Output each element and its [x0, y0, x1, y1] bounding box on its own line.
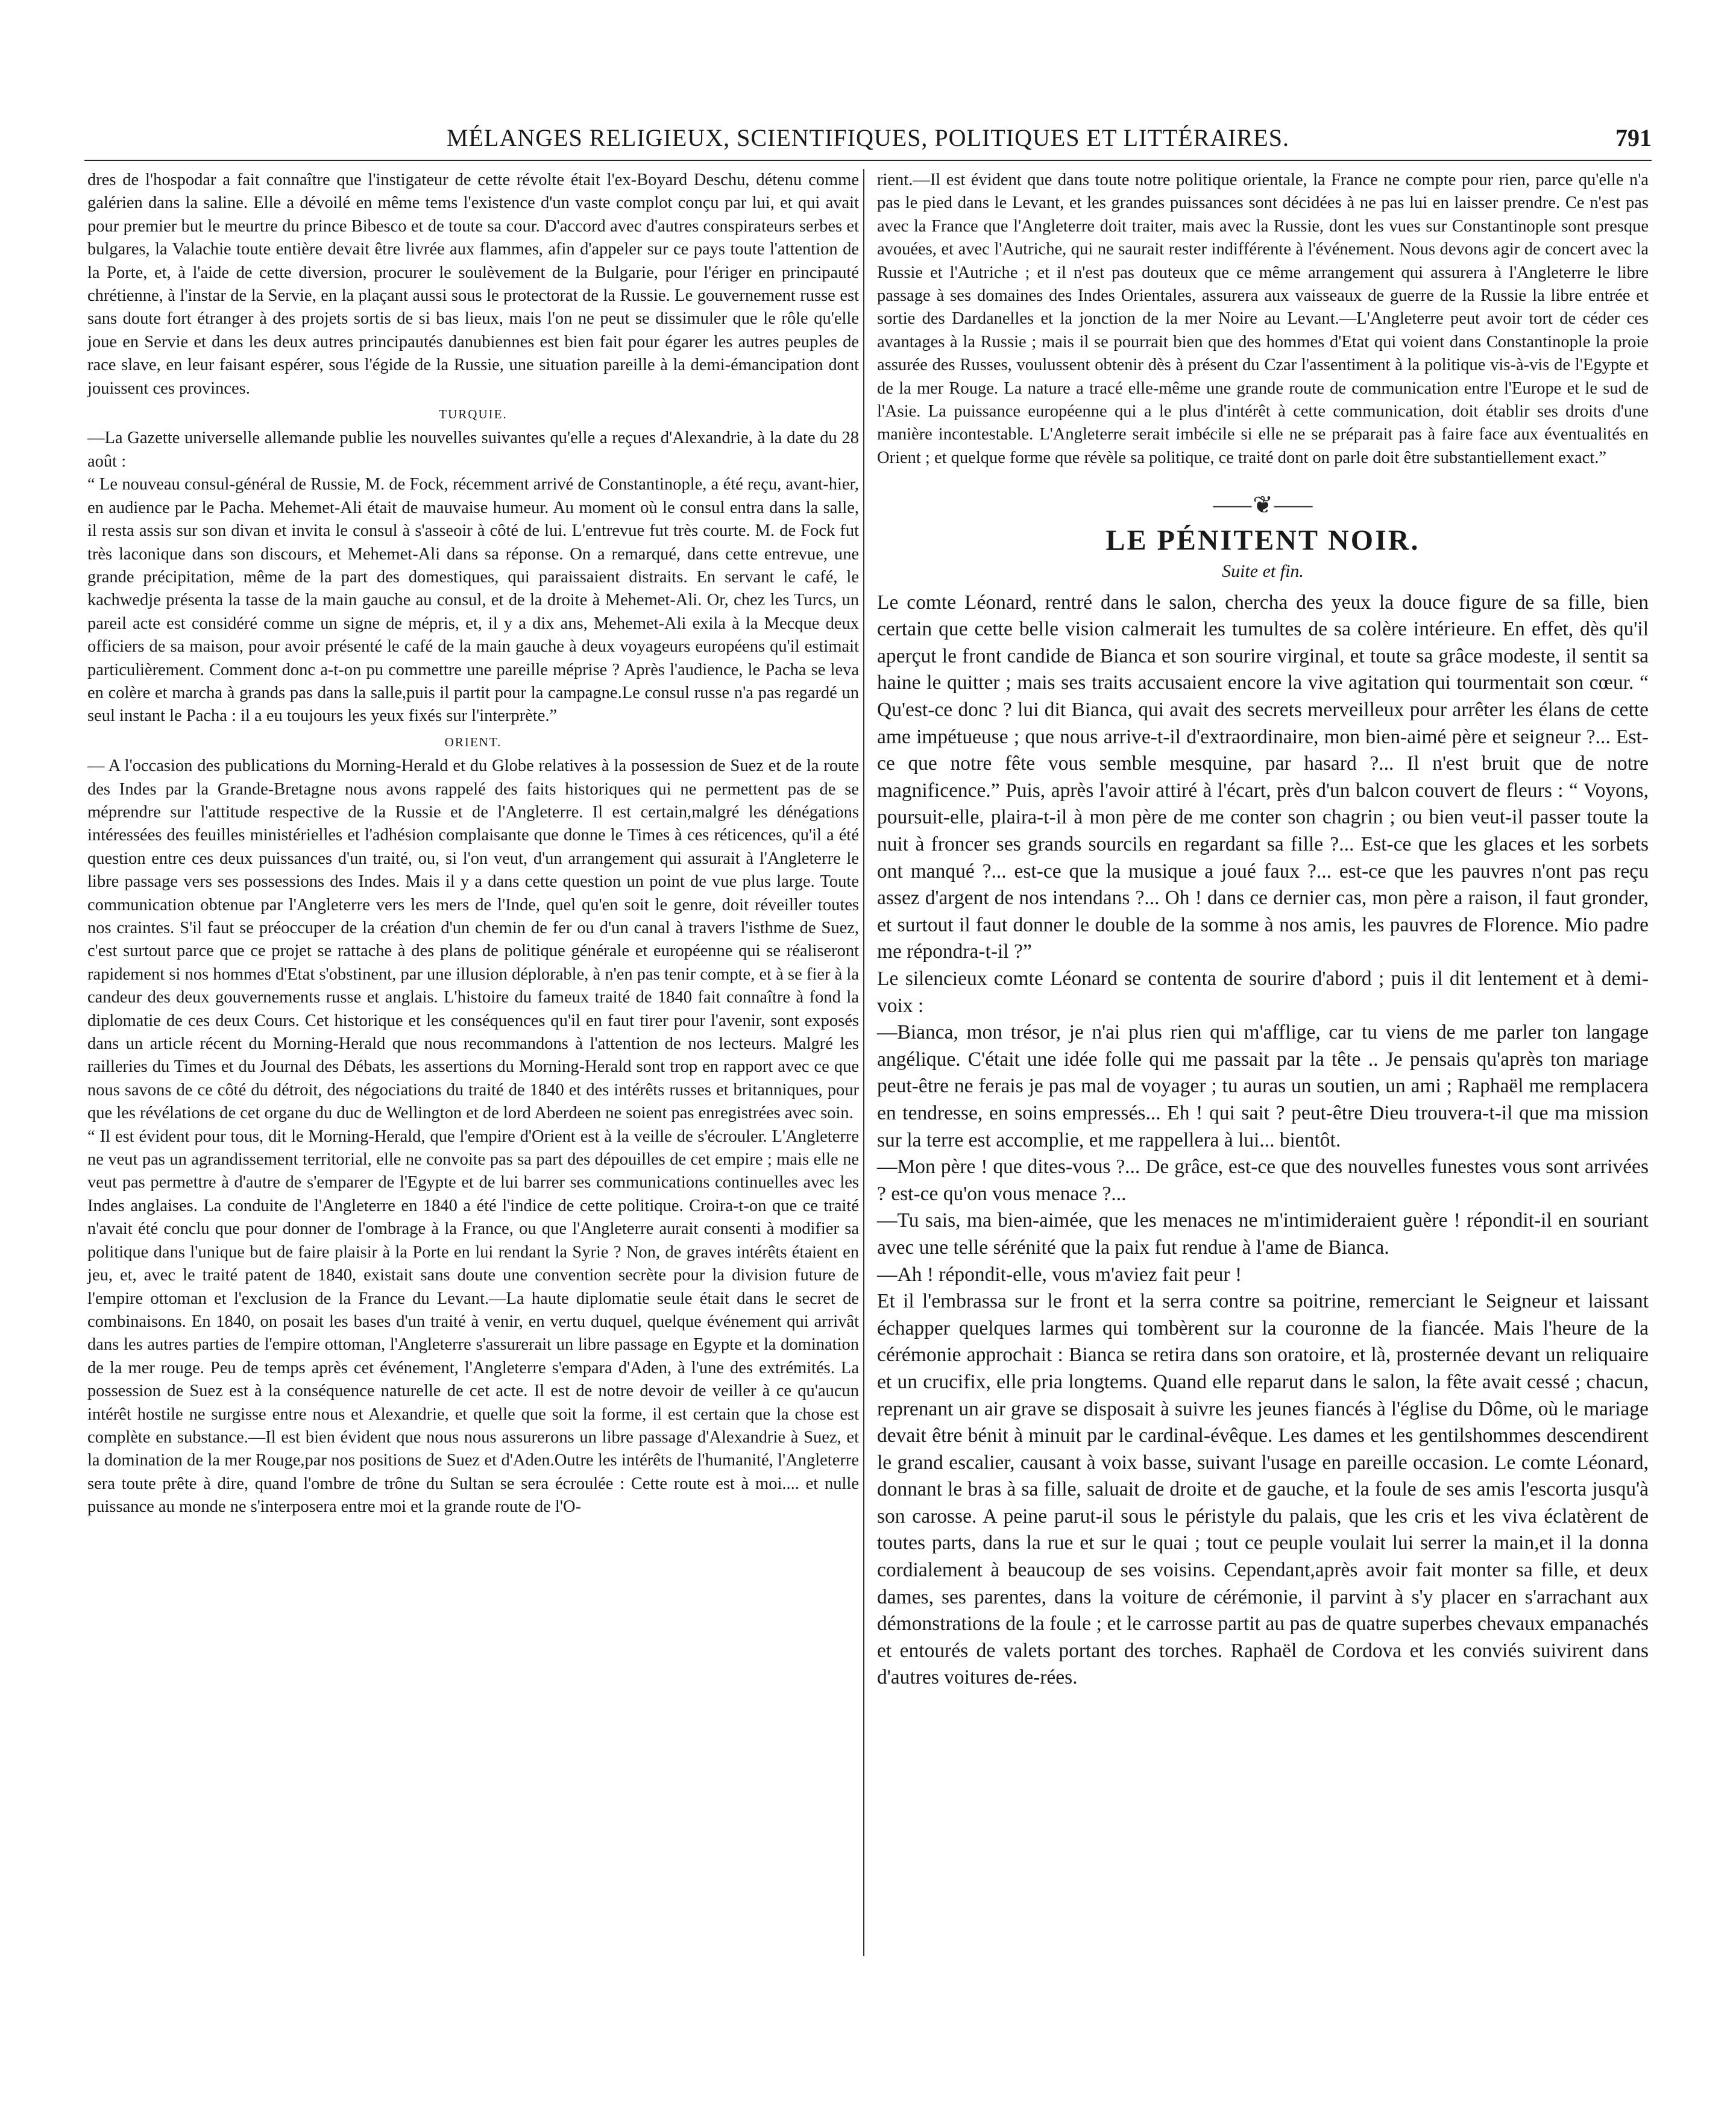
story-title: LE PÉNITENT NOIR.	[1105, 524, 1420, 557]
section-label-turquie: TURQUIE.	[439, 407, 508, 422]
story-body	[877, 590, 1649, 1691]
article-continuation: dres de l'hospodar a fait connaître que l'instigateur de cette révolte était l'ex-Boyard Deschu, détenu comme galérien dans la saline. Elle a dévoilé en même tems l'existence d'un vaste complot conçu par lui, et qui avait pour premier but le meurtre du prince Bibesco et de toute sa cour. D'accord avec d'autres conspirateurs serbes et bulgares, la Valachie toute entière devait être livrée aux flammes, afin d'appeler sur ce pays toute l'attention de la Porte, et, à l'aide de cette diversion, procurer le soulèvement de la Bulgarie, pour l'ériger en principauté chrétienne, à l'instar de la Servie, en la plaçant aussi sous le protectorat de la Russie. Le gouvernement russe est sans doute fort étranger à des projets sortis de si bas lieux, mais l'on ne peut se dissimuler que le rôle qu'elle joue en Servie et dans les deux autres principautés danubiennes est bien fait pour égarer les autres peuples de race slave, en leur faisant espérer, sous l'égide de la Russie, une situation pareille à la demi-émancipation dont jouissent ces provinces.	[87, 171, 859, 398]
section-label-orient: ORIENT.	[444, 734, 502, 749]
story-paragraph: Et il l'embrassa sur le front et la serra contre sa poitrine, remerciant le Seigneur et laissant échapper quelques larmes qui tombèrent sur la couronne de la fiancée. Mais l'heure de la cérémonie approchait : Bianca se retira dans son oratoire, et là, prosternée devant un reliquaire et un crucifix, elle pria longtems. Quand elle reparut dans le salon, la fête avait cessé ; chacun, reprenant un air grave se disposait à suivre les jeunes fiancés à l'église du Dôme, où le mariage devait être bénit à minuit par le cardinal-évêque. Les dames et les gentilshommes descendirent le grand escalier, causant à voix basse, suivant l'usage en pareille occasion. Le comte Léonard, donnant le bras à sa fille, saluait de droite et de gauche, et la foule de ses amis l'escorta jusqu'à son carosse. A peine parut-il sous le péristyle du palais, que les cris et les viva éclatèrent de toutes parts, dans la rue et sur le quai ; tout ce peuple voulait lui serrer la main,et il la donna cordialement à beaucoup de ses voisins. Cependant,après avoir fait monter sa fille, et deux dames, ses parentes, dans la voiture de cérémonie, il parvint à s'y placer en s'arrachant aux démonstrations de la foule ; et le carrosse partit au pas de quatre superbes chevaux empanachés et entourés de valets portant des torches. Raphaël de Cordova et les conviés suivirent dans d'autres voitures de-rées.	[877, 1290, 1649, 1689]
column-divider	[863, 169, 864, 1956]
story-subtitle: Suite et fin.	[1222, 561, 1304, 582]
story-paragraph: —Ah ! répondit-elle, vous m'aviez fait peur !	[877, 1263, 1242, 1286]
page-number: 791	[1615, 124, 1652, 151]
story-paragraph: Le comte Léonard, rentré dans le salon, chercha des yeux la douce figure de sa fille, bien certain que cette belle vision calmerait les tumultes de sa colère intérieure. En effet, dès qu'il aperçut le front candide de Bianca et son sourire virginal, et toute sa grâce modeste, il sentit sa haine le quitter ; mais ses traits accusaient encore la vive agitation qui tourmentait son cœur. “ Qu'est-ce donc ? lui dit Bianca, qui avait des secrets merveilleux pour arrêter les élans de cette ame impétueuse ; que nous arrive-t-il d'extraordinaire, mon bien-aimé père et seigneur ?... Est-ce que notre fête vous semble mesquine, par hasard ?... Il n'est bruit que de notre magnificence.” Puis, après l'avoir attiré à l'écart, près d'un balcon couvert de fleurs : “ Voyons, poursuit-elle, plaira-t-il à mon père de me conter son chagrin ; ou bien veut-il passer toute la nuit à froncer ses grands sourcils en regardant sa fille ?... Est-ce que les glaces et les sorbets ont manqué ?... est-ce que la musique a joué faux ?... est-ce que les pauvres n'ont pas reçu assez d'argent de nos intendans ?... Oh ! dans ce dernier cas, mon père a raison, il faut gronder, et surtout il faut donner le double de la somme à nos amis, les pauvres de Florence. Mio padre me répondra-t-il ?”	[877, 591, 1649, 963]
running-title: MÉLANGES RELIGIEUX, SCIENTIFIQUES, POLITIQUES ET LITTÉRAIRES.	[447, 124, 1289, 151]
right-column	[877, 169, 1649, 1691]
story-paragraph: Le silencieux comte Léonard se contenta de sourire d'abord ; puis il dit lentement et à demi-voix :	[877, 967, 1649, 1017]
story-paragraph: —Bianca, mon trésor, je n'ai plus rien qui m'afflige, car tu viens de me parler ton langage angélique. C'était une idée folle qui me passait par la tête .. Je pensais qu'après ton mariage peut-être ne ferais je pas mal de voyager ; tu auras un soutien, un ami ; Raphaël me remplacera en tendresse, en soins empressés... Eh ! qui sait ? peut-être Dieu trouvera-t-il que ma mission sur la terre est accomplie, et me rappellera à lui... bientôt.	[877, 1021, 1649, 1151]
left-column	[87, 169, 859, 1519]
article-turquie-intro: —La Gazette universelle allemande publie les nouvelles suivantes qu'elle a reçues d'Alexandrie, à la date du 28 août :	[87, 429, 859, 471]
article-orient-continuation: rient.—Il est évident que dans toute notre politique orientale, la France ne compte pour rien, parce qu'elle n'a pas le pied dans le Levant, et les grandes puissances sont décidées à ne pas lui en laisser prendre. Ce n'est pas avec la France que l'Angleterre doit traiter, mais avec la Russie, dont les vues sur Constantinople sont presque avouées, et avec l'Autriche, qui ne saurait rester indifférente à l'événement. Nous devons agir de concert avec la Russie et l'Autriche ; et il n'est pas douteux que ce même arrangement qui assurera à l'Angleterre le libre passage à ses domaines des Indes Orientales, assurera aux vaisseaux de guerre de la Russie la libre entrée et sortie des Dardanelles et la jonction de la mer Noire au Levant.—L'Angleterre peut avoir tort de céder ces avantages à la Russie ; mais il se pourrait bien que des hommes d'Etat qui voient dans Constantinople la proie assurée des Russes, voulussent obtenir dès à présent du Czar l'assentiment à la politique vis-à-vis de l'Egypte et de la mer Rouge. La nature a tracé elle-même une grande route de communication entre l'Europe et le sud de l'Asie. La puissance européenne qui a le plus d'intérêt à cette communication, doit établir ses droits d'une manière incontestable. L'Angleterre serait imbécile si elle ne se préparait pas à faire face aux éventualités en Orient ; et quelque forme que révèle sa politique, ce traité dont on parle doit être substantiellement exact.”	[877, 171, 1649, 467]
article-orient-intro: — A l'occasion des publications du Morning-Herald et du Globe relatives à la possession de Suez et de la route des Indes par la Grande-Bretagne nous avons rappelé des faits historiques qui ne permettent pas de se méprendre sur l'attitude respective de la Russie et de l'Angleterre. Il est certain,malgré les dénégations intéressées des feuilles ministérielles et l'adhésion complaisante que donne le Times à ces réticences, qu'il a été question entre ces deux puissances d'un traité, ou, si l'on veut, d'un arrangement qui assurait à l'Angleterre le libre passage vers ses possessions des Indes. Mais il y a dans cette question un point de vue plus large. Toute communication obtenue par l'Angleterre vers les mers de l'Inde, quel qu'en soit le genre, doit réveiller toutes nos craintes. S'il faut se préoccuper de la création d'un chemin de fer ou d'un canal à travers l'isthme de Suez, c'est surtout parce que ce projet se rattache à des plans de politique générale et européenne qui se réaliseront rapidement si nos hommes d'Etat s'obstinent, par une illusion déplorable, à n'en pas tenir compte, et à se fier à la candeur des deux gouvernements russe et anglais. L'histoire du fameux traité de 1840 fait connaître à fond la diplomatie de ces deux Cours. Cet historique et les conséquences qu'il en faut tirer pour l'avenir, sont exposés dans un article récent du Morning-Herald que nous recommandons à l'attention de nos lecteurs. Malgré les railleries du Times et du Journal des Débats, les assertions du Morning-Herald sont trop en rapport avec ce que nous savons de ce côté du détroit, des négociations du traité de 1840 et des intérêts russes et britanniques, pour que les révélations de cet organe du duc de Wellington et de lord Aberdeen ne soient pas enregistrées avec soin.	[87, 757, 859, 1123]
ornament-divider: ⸺❦⸺	[1212, 491, 1314, 519]
running-head	[84, 124, 1652, 161]
story-paragraph: —Tu sais, ma bien-aimée, que les menaces ne m'intimideraient guère ! répondit-il en souriant avec une telle sérénité que la paix fut rendue à l'ame de Bianca.	[877, 1209, 1649, 1259]
story-paragraph: —Mon père ! que dites-vous ?... De grâce, est-ce que des nouvelles funestes vous sont arrivées ? est-ce qu'on vous menace ?...	[877, 1156, 1649, 1205]
article-turquie-body: “ Le nouveau consul-général de Russie, M. de Fock, récemment arrivé de Constantinople, a été reçu, avant-hier, en audience par le Pacha. Mehemet-Ali était de mauvaise humeur. Au moment où le consul entra dans la salle, il resta assis sur son divan et invita le consul à s'asseoir à côté de lui. L'entrevue fut très courte. M. de Fock fut très laconique dans son discours, et Mehemet-Ali dans sa réponse. On a remarqué, dans cette entrevue, une grande précipitation, même de la part des domestiques, qui paraissaient distraits. En servant le café, le kachwedje présenta la tasse de la main gauche au consul, et de la droite à Mehemet-Ali. Or, chez les Turcs, un pareil acte est considéré comme un signe de mépris, et, il y a dix ans, Mehemet-Ali exila à la Mecque deux officiers de sa maison, pour avoir présenté le café de la main gauche à deux voyageurs européens qu'il estimait particulièrement. Comment donc a-t-on pu commettre une pareille méprise ? Après l'audience, le Pacha se leva en colère et marcha à grands pas dans la salle,puis il partit pour la campagne.Le consul russe n'a pas regardé un seul instant le Pacha : il a eu toujours les yeux fixés sur l'interprète.”	[87, 475, 859, 726]
article-orient-quote: “ Il est évident pour tous, dit le Morning-Herald, que l'empire d'Orient est à la veille de s'écrouler. L'Angleterre ne veut pas un agrandissement territorial, elle ne convoite pas sa part des dépouilles de cet empire ; mais elle ne veut pas permettre à d'autre de s'emparer de l'Egypte et de lui barrer ses communications continuelles avec les Indes anglaises. La conduite de l'Angleterre en 1840 a été l'indice de cette politique. Croira-t-on que ce traité n'avait été conclu que pour donner de l'ombrage à la France, ou que l'Angleterre aurait consenti à modifier sa politique dans l'unique but de faire plaisir à la Porte en lui rendant la Syrie ? Non, de graves intérêts étaient en jeu, et, avec le traité patent de 1840, existait sans doute une convention secrète pour la division future de l'empire ottoman et l'exclusion de la France du Levant.—La haute diplomatie seule était dans le secret de combinaisons. En 1840, on posait les bases d'un traité à venir, en vertu duquel, quelque événement qui arrivât dans les autres parties de l'empire ottoman, l'Angleterre s'assurerait un libre passage en Egypte et la domination de la mer rouge. Peu de temps après cet événement, l'Angleterre s'empara d'Aden, à l'une des extrémités. La possession de Suez est à la conséquence naturelle de cet acte. Il est de notre devoir de veiller à ce qu'aucun intérêt hostile ne surgisse entre nous et Alexandrie, et quelle que soit la forme, il est certain que la chose est complète en substance.—Il est bien évident que nous nous assurerons un libre passage d'Alexandrie à Suez, et la domination de la mer Rouge,par nos positions de Suez et d'Aden.Outre les intérêts de l'humanité, l'Angleterre sera toute prête à dire, quand l'ombre de trône du Sultan se sera écroulée : Cette route est à moi.... et nulle puissance au monde ne s'interposera entre moi et la grande route de l'O-	[87, 1127, 859, 1517]
